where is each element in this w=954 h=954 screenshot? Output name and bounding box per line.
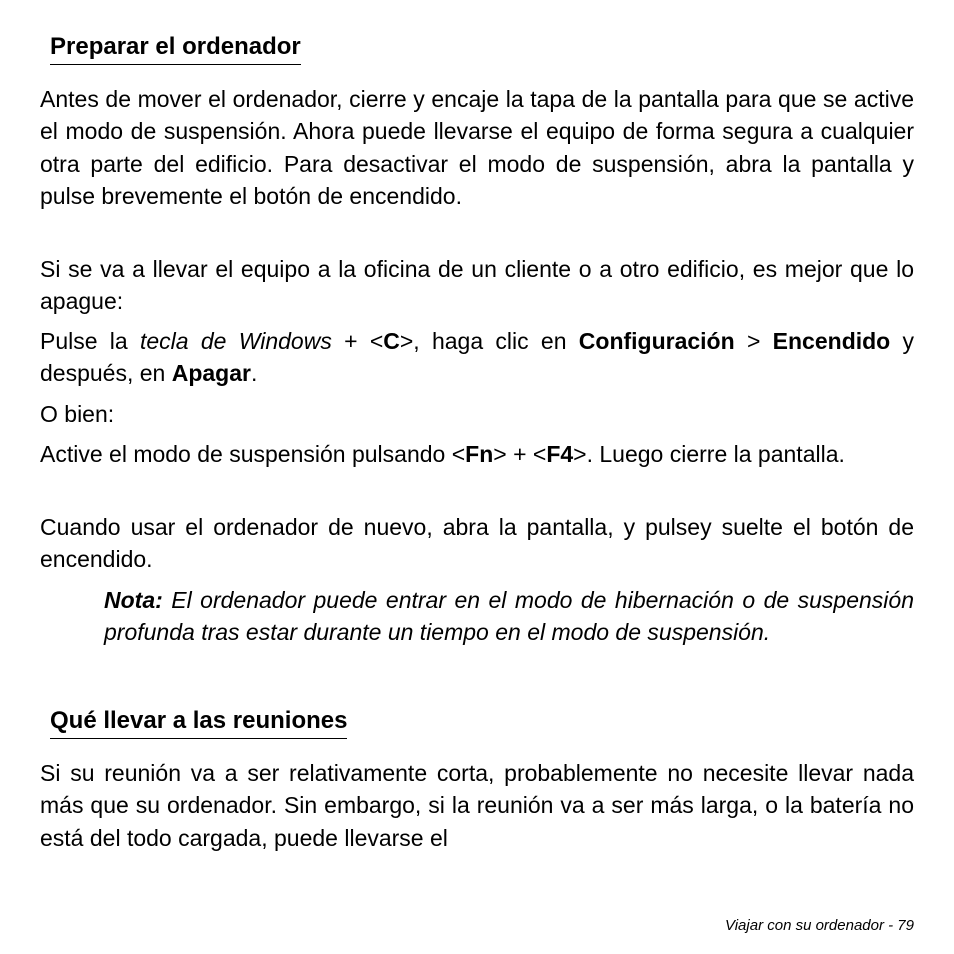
- text-run: .: [250, 360, 258, 387]
- encendido-text: Encendido: [772, 328, 891, 354]
- paragraph-sleep-keys: [40, 438, 914, 470]
- text-run: Active el modo de suspensión pulsando <: [40, 441, 466, 467]
- text-run: + <: [331, 328, 384, 354]
- windows-key-text: tecla de Windows: [140, 328, 332, 354]
- text-run: > + <: [493, 441, 547, 467]
- paragraph-move-computer: Antes de mover el ordenador, cierre y encaje la tapa de la pantalla para que se active el modo de suspensión. Ahora puede llevarse el equipo de forma segura a cualquier otra parte del edificio. Para desactivar el modo de suspensión, abra la pantalla y pulse brevemente el botón de encendido.: [40, 86, 914, 210]
- paragraph-shutdown-advice: Si se va a llevar el equipo a la oficina de un cliente o a otro edificio, es mejor que lo apague:: [40, 256, 914, 315]
- text-run: >. Luego cierre la pantalla.: [573, 441, 845, 467]
- paragraph-meetings: Si su reunión va a ser relativamente corta, probablemente no necesite llevar nada más que su ordenador. Sin embargo, si la reunión va a ser más larga, o la batería no está del todo cargada, puede llevarse el: [40, 760, 914, 851]
- apagar-text: Apagar: [171, 360, 251, 387]
- paragraph-shutdown-steps: [40, 325, 914, 390]
- paragraph-or: O bien:: [40, 401, 115, 427]
- key-c-text: C: [383, 328, 400, 354]
- note-block: [104, 584, 914, 649]
- text-run: y después, en: [40, 328, 915, 387]
- configuracion-text: Configuración: [578, 328, 735, 354]
- section-heading-reuniones: Qué llevar a las reuniones: [50, 707, 347, 739]
- page-footer: Viajar con su ordenador - 79: [724, 917, 914, 934]
- text-run: >: [734, 328, 773, 354]
- key-fn-text: Fn: [465, 441, 494, 467]
- paragraph-resume: Cuando usar el ordenador de nuevo, abra la pantalla, y pulsey suelte el botón de encendido.: [40, 514, 914, 573]
- note-label: Nota:: [104, 587, 163, 613]
- section-heading-preparar: Preparar el ordenador: [50, 33, 301, 65]
- note-text: El ordenador puede entrar en el modo de hibernación o de suspensión profunda tras estar durante un tiempo en el modo de suspensión.: [104, 587, 914, 646]
- text-run: >, haga clic en: [399, 328, 579, 354]
- key-f4-text: F4: [546, 441, 574, 467]
- text-run: Pulse la: [40, 328, 140, 354]
